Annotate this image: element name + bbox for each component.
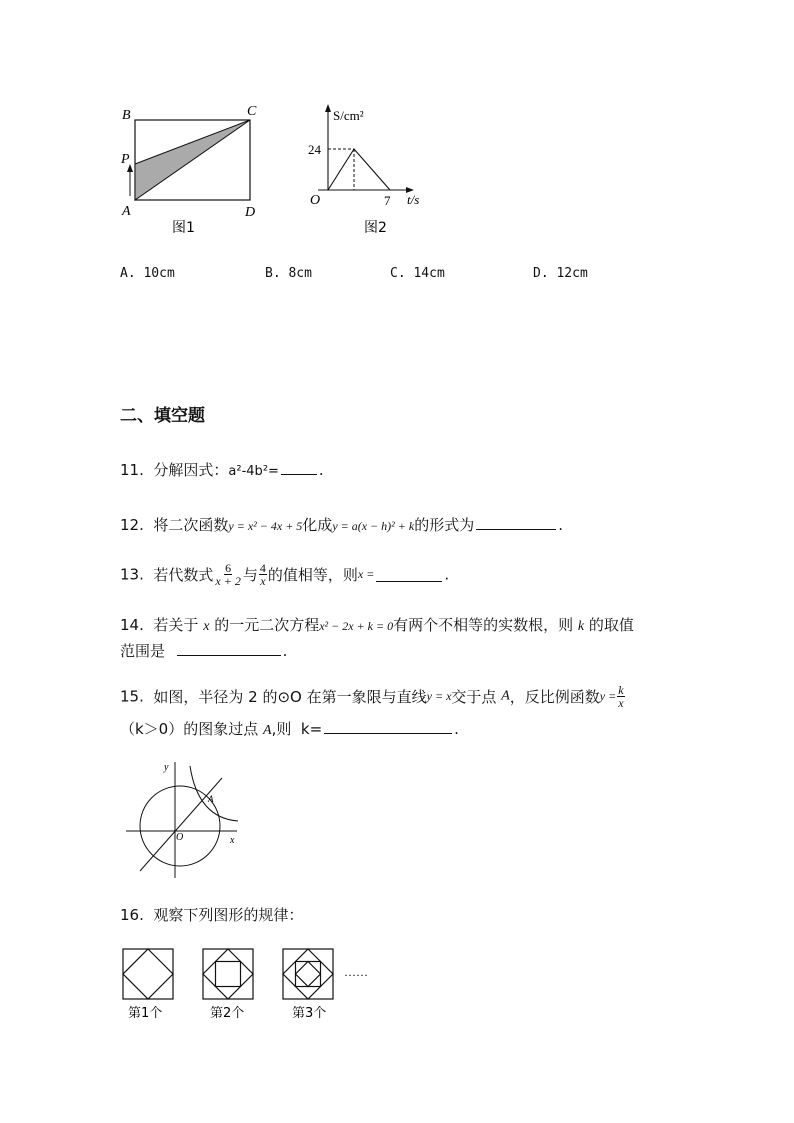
label-x: x xyxy=(230,835,235,846)
answer-blank-12[interactable] xyxy=(476,515,556,530)
fig1-caption: 图1 xyxy=(172,220,195,236)
y-axis-arrow xyxy=(325,104,331,112)
question-13: 13. 若代数式 $\frac{6}{x + 2}$ 与 $\frac{4}{x}$ 的值相等，则x = . xyxy=(120,561,450,588)
y-axis-label: S/cm² xyxy=(333,108,364,123)
pattern-2-inner-square xyxy=(216,962,241,987)
option-b: B. 8cm xyxy=(265,266,312,281)
label-b: B xyxy=(122,108,131,123)
shaded-triangle xyxy=(135,120,250,200)
x-axis-label: t/s xyxy=(407,192,420,207)
caption-3: 第3个 xyxy=(292,1006,327,1021)
answer-blank-15[interactable] xyxy=(324,719,452,734)
caption-1: 第1个 xyxy=(128,1006,163,1021)
fraction-4: $\frac{4}{x}$ xyxy=(259,561,266,588)
label-p: P xyxy=(121,152,130,167)
label-d: D xyxy=(245,205,256,220)
question-15-line2: （k＞0）的图象过点 A,则 k= . xyxy=(120,720,459,738)
caption-2: 第2个 xyxy=(210,1006,245,1021)
y-tick-24: 24 xyxy=(308,142,321,157)
option-a: A. 10cm xyxy=(120,266,175,281)
question-16: 16. 观察下列图形的规律： xyxy=(120,906,304,924)
line-y-eq-x xyxy=(140,778,222,871)
label-o: O xyxy=(176,832,184,843)
pattern-3-diamond xyxy=(283,949,333,999)
label-a: A xyxy=(208,794,214,804)
option-d: D. 12cm xyxy=(533,266,588,281)
fraction-k-x: $\frac{k}{x}$ xyxy=(618,683,624,710)
pattern-2-square xyxy=(203,949,253,999)
figure-1 xyxy=(110,98,270,238)
label-c: C xyxy=(247,104,257,119)
pattern-1-square xyxy=(123,949,173,999)
answer-blank-13[interactable] xyxy=(376,567,442,582)
pattern-3-inner-diamond xyxy=(296,962,321,987)
fig2-caption: 图2 xyxy=(364,220,387,236)
pattern-1-diamond xyxy=(123,949,173,999)
question-12: 12. 将二次函数y = x² − 4x + 5化成y = a(x − h)² + k的形式为 . xyxy=(120,516,563,534)
option-c: C. 14cm xyxy=(390,266,445,281)
s-t-graph xyxy=(328,149,390,190)
answer-blank-14[interactable] xyxy=(177,641,281,656)
pattern-figures xyxy=(120,944,380,1028)
question-14-line1: 14. 若关于 x 的一元二次方程x² − 2x + k = 0有两个不相等的实数根，则 k 的取值 xyxy=(120,616,634,634)
pattern-2-diamond xyxy=(203,949,253,999)
label-a: A xyxy=(122,204,131,219)
question-11: 11. 分解因式：a²-4b²= . xyxy=(120,461,324,479)
x-tick-7: 7 xyxy=(384,193,391,208)
circle-figure xyxy=(122,756,248,880)
label-y: y xyxy=(164,762,169,773)
question-15-line1: 15. 如图，半径为 2 的⊙O 在第一象限与直线y = x交于点 A，反比例函数y = $\frac{k}{x}$ xyxy=(120,683,624,710)
pattern-3-square xyxy=(283,949,333,999)
pattern-3-inner-square xyxy=(296,962,321,987)
origin-label: O xyxy=(310,193,321,208)
pattern-ellipsis: …… xyxy=(344,965,368,979)
fraction-6: $\frac{6}{x + 2}$ xyxy=(215,561,241,588)
answer-blank-11[interactable] xyxy=(281,460,317,475)
question-14-line2: 范围是 . xyxy=(120,642,288,660)
figure-2 xyxy=(300,98,440,238)
section-title: 二、填空题 xyxy=(120,406,205,426)
hyperbola xyxy=(190,766,238,821)
